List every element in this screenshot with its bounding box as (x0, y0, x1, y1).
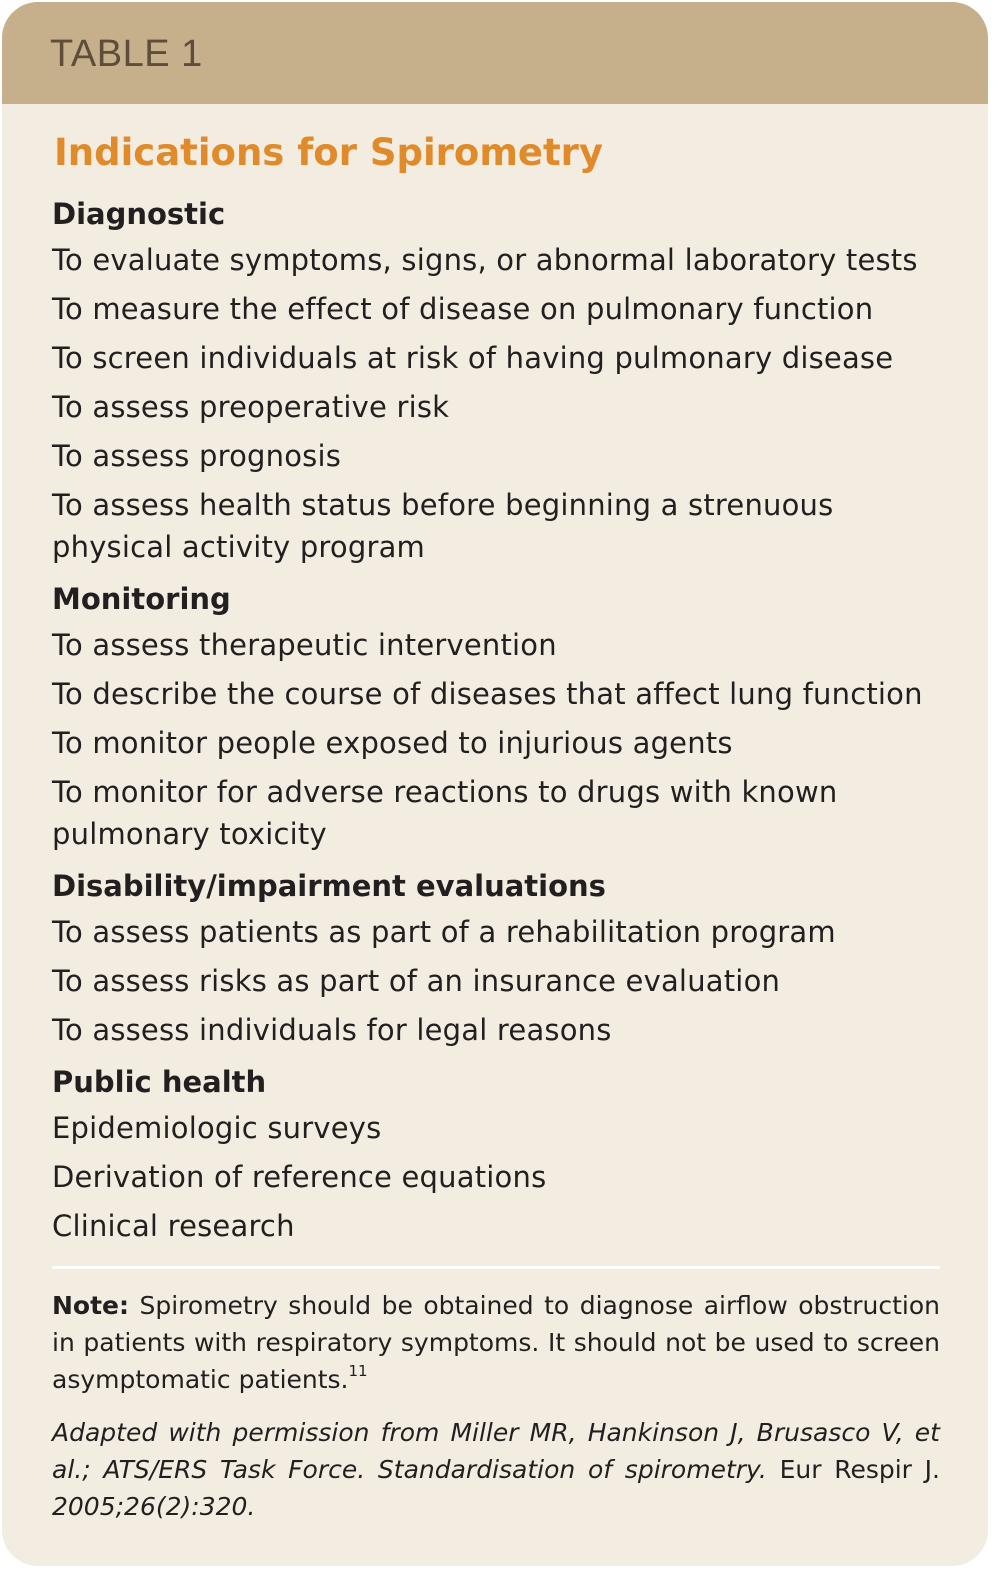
note-label: Note: (52, 1291, 130, 1320)
source-journal: Eur Respir J. (766, 1455, 941, 1484)
indication-item: To assess therapeutic intervention (52, 628, 557, 662)
indication-item: To monitor for adverse reactions to drugs with known pulmonary toxicity (52, 775, 838, 851)
divider (52, 1266, 940, 1269)
indication-item: To screen individuals at risk of having pulmonary disease (52, 341, 894, 375)
indication-item: To assess individuals for legal reasons (52, 1013, 612, 1047)
note-text: Spirometry should be obtained to diagnose airflow obstruction in patients with respiratory symptoms. It should not be used to screen asymptomatic patients. (52, 1291, 940, 1394)
indication-item: To assess risks as part of an insurance evaluation (52, 964, 781, 998)
indication-item: To assess health status before beginning a strenuous physical activity program (52, 488, 834, 564)
table-content (52, 104, 940, 1525)
indication-item: To assess prognosis (52, 439, 342, 473)
indication-item: To measure the effect of disease on pulmonary function (52, 292, 874, 326)
table-card (2, 2, 988, 1566)
table-title: Indications for Spirometry (54, 131, 604, 174)
indication-item: To evaluate symptoms, signs, or abnormal laboratory tests (52, 243, 918, 277)
indication-item: Epidemiologic surveys (52, 1111, 382, 1145)
table-source (52, 1414, 940, 1525)
section-heading: Public health (52, 1065, 267, 1099)
note-reference: 11 (348, 1362, 368, 1380)
table-banner (2, 2, 988, 104)
table-note (52, 1287, 940, 1398)
indication-item: To assess patients as part of a rehabilitation program (52, 915, 836, 949)
section-heading: Disability/impairment evaluations (52, 869, 606, 903)
source-details: 2005;26(2):320. (52, 1492, 256, 1521)
indication-list (52, 190, 940, 1254)
table-label: TABLE 1 (50, 33, 203, 75)
indication-item: To describe the course of diseases that affect lung function (52, 677, 923, 711)
indication-item: Derivation of reference equations (52, 1160, 547, 1194)
indication-item: To monitor people exposed to injurious agents (52, 726, 733, 760)
indication-item: Clinical research (52, 1209, 295, 1243)
indication-item: To assess preoperative risk (52, 390, 450, 424)
section-heading: Monitoring (52, 582, 231, 616)
section-heading: Diagnostic (52, 197, 226, 231)
source-citation: Adapted with permission from Miller MR, Hankinson J, Brusasco V, et al.; ATS/ERS Task Force. Standardisation of spirometry. (52, 1418, 940, 1484)
